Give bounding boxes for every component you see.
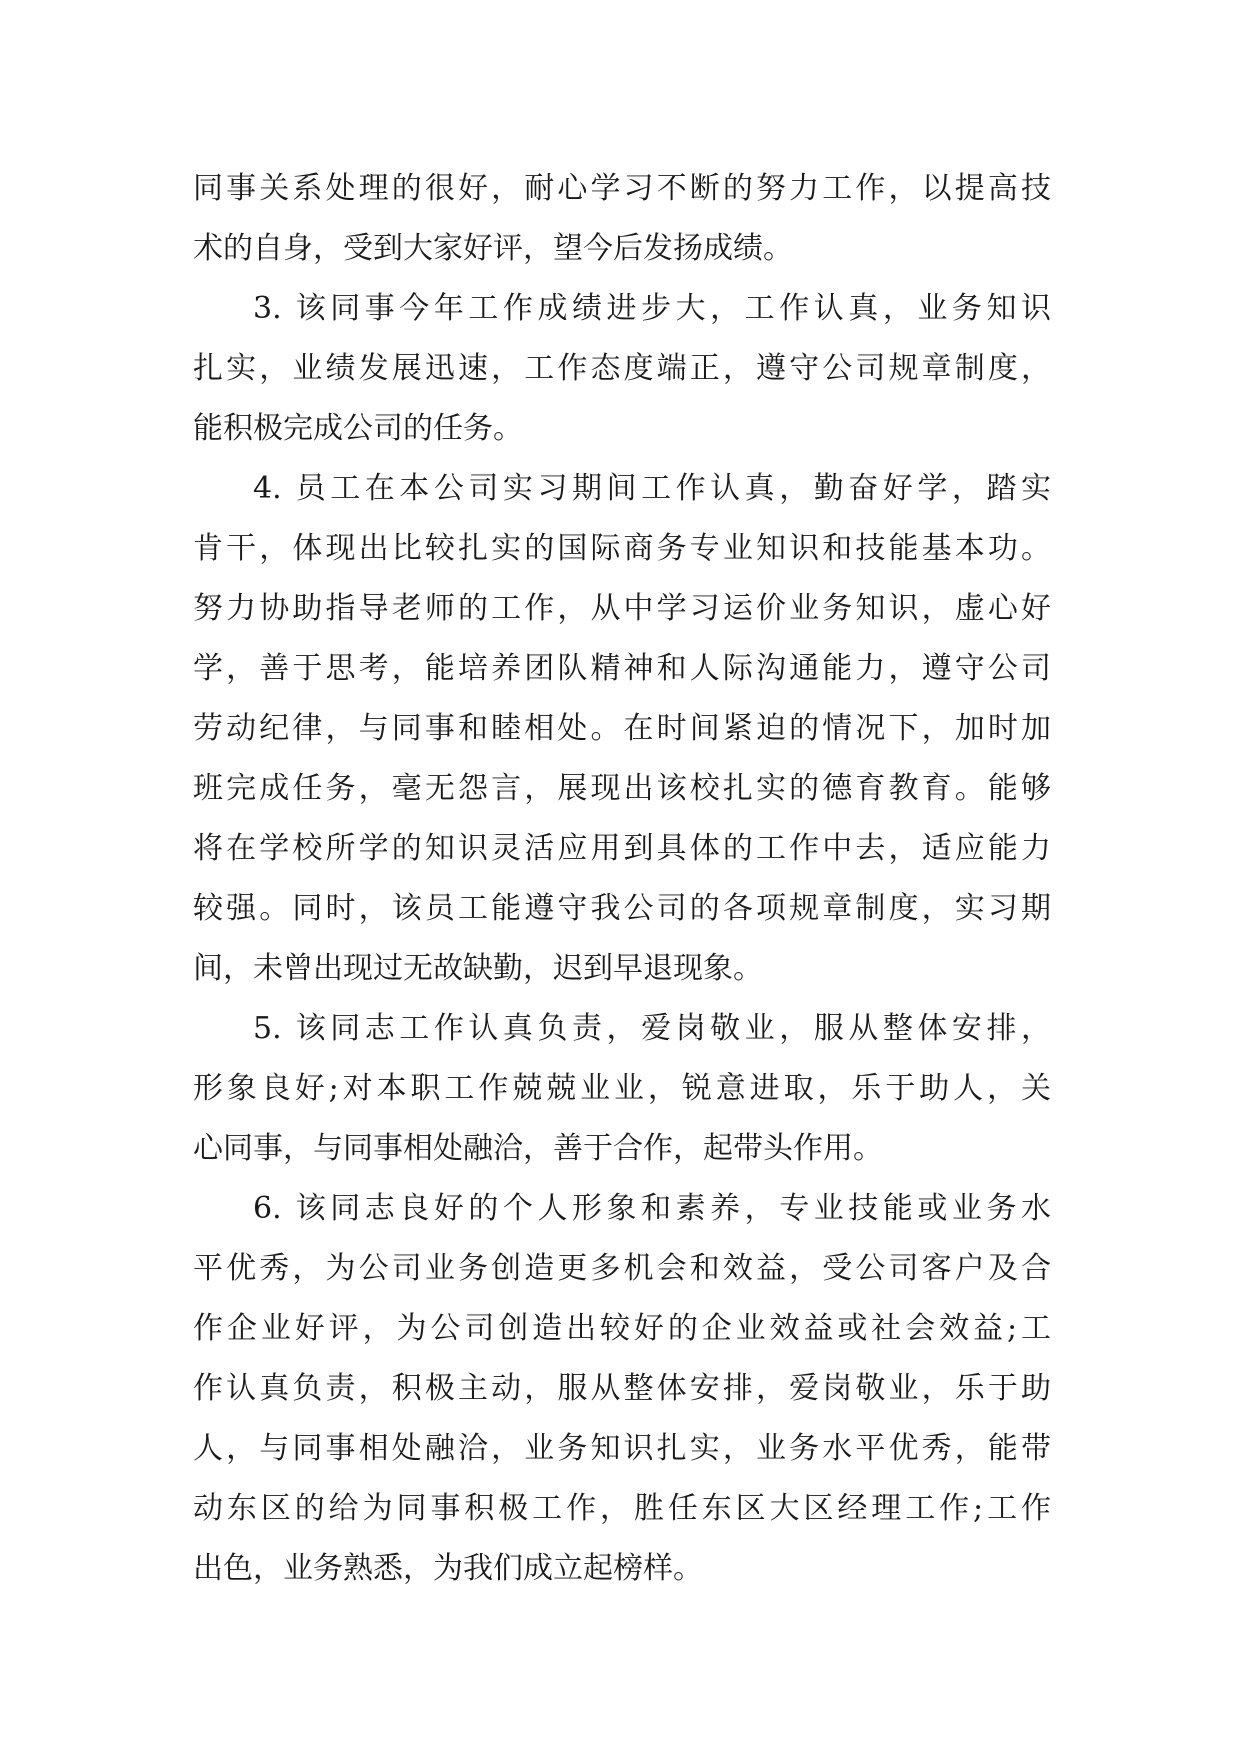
text-line: 术的自身，受到大家好评，望今后发扬成绩。 [193, 231, 793, 266]
text-line: 较强。同时，该员工能遵守我公司的各项规章制度，实习期 [193, 891, 1051, 926]
text-line: 作认真负责，积极主动，服从整体安排，爱岗敬业，乐于助 [193, 1371, 1051, 1406]
text-line: 人，与同事相处融洽，业务知识扎实，业务水平优秀，能带 [193, 1431, 1051, 1466]
text-line: 将在学校所学的知识灵活应用到具体的工作中去，适应能力 [193, 831, 1051, 866]
text-line: 扎实，业绩发展迅速，工作态度端正，遵守公司规章制度， [193, 351, 1051, 386]
text-line: 努力协助指导老师的工作，从中学习运价业务知识，虚心好 [193, 591, 1051, 626]
text-line: 动东区的给为同事积极工作，胜任东区大区经理工作;工作 [193, 1491, 1051, 1526]
text-line: 学，善于思考，能培养团队精神和人际沟通能力，遵守公司 [193, 651, 1051, 686]
text-line: 作企业好评，为公司创造出较好的企业效益或社会效益;工 [193, 1311, 1051, 1346]
text-line: 心同事，与同事相处融洽，善于合作，起带头作用。 [193, 1131, 883, 1166]
text-line: 班完成任务，毫无怨言，展现出该校扎实的德育教育。能够 [193, 771, 1051, 806]
text-line: 3. 该同事今年工作成绩进步大，工作认真，业务知识 [253, 291, 1051, 326]
text-line: 同事关系处理的很好，耐心学习不断的努力工作，以提高技 [193, 171, 1051, 206]
text-line: 4. 员工在本公司实习期间工作认真，勤奋好学，踏实 [253, 471, 1051, 506]
text-line: 肯干，体现出比较扎实的国际商务专业知识和技能基本功。 [193, 531, 1051, 566]
text-line: 形象良好;对本职工作兢兢业业，锐意进取，乐于助人，关 [193, 1071, 1051, 1106]
text-line: 5. 该同志工作认真负责，爱岗敬业，服从整体安排， [253, 1011, 1051, 1046]
text-line: 平优秀，为公司业务创造更多机会和效益，受公司客户及合 [193, 1251, 1051, 1286]
text-line: 6. 该同志良好的个人形象和素养，专业技能或业务水 [253, 1191, 1051, 1226]
document-body [193, 159, 1051, 1599]
text-line: 间，未曾出现过无故缺勤，迟到早退现象。 [193, 951, 763, 986]
text-line: 出色，业务熟悉，为我们成立起榜样。 [193, 1551, 703, 1586]
text-line: 能积极完成公司的任务。 [193, 411, 523, 446]
text-line: 劳动纪律，与同事和睦相处。在时间紧迫的情况下，加时加 [193, 711, 1051, 746]
